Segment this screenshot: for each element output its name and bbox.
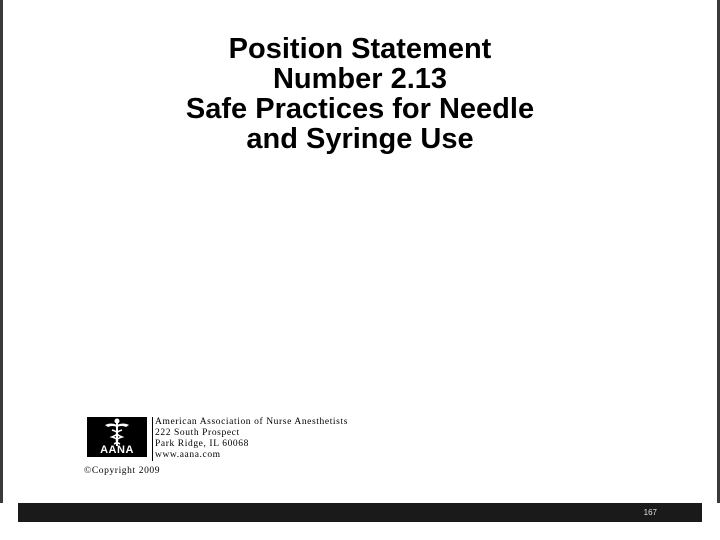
logo-text: AANA <box>100 444 134 456</box>
address-block <box>152 417 348 461</box>
title-line: Safe Practices for Needle <box>185 93 535 125</box>
title-line: and Syringe Use <box>246 123 474 155</box>
title-line: Position Statement <box>228 33 492 65</box>
address-line: Park Ridge, IL 60068 <box>155 439 249 449</box>
aana-logo <box>87 417 147 457</box>
caduceus-icon <box>87 417 147 447</box>
copyright-notice: ©Copyright 2009 <box>84 466 161 476</box>
page-number: 167 <box>643 508 657 517</box>
footer-bar <box>18 503 702 522</box>
website-link[interactable]: www.aana.com <box>155 450 221 460</box>
left-border <box>0 0 3 503</box>
address-line: 222 South Prospect <box>155 428 240 438</box>
document-title <box>60 34 660 154</box>
title-line: Number 2.13 <box>272 63 448 95</box>
address-line: American Association of Nurse Anesthetists <box>155 417 349 427</box>
